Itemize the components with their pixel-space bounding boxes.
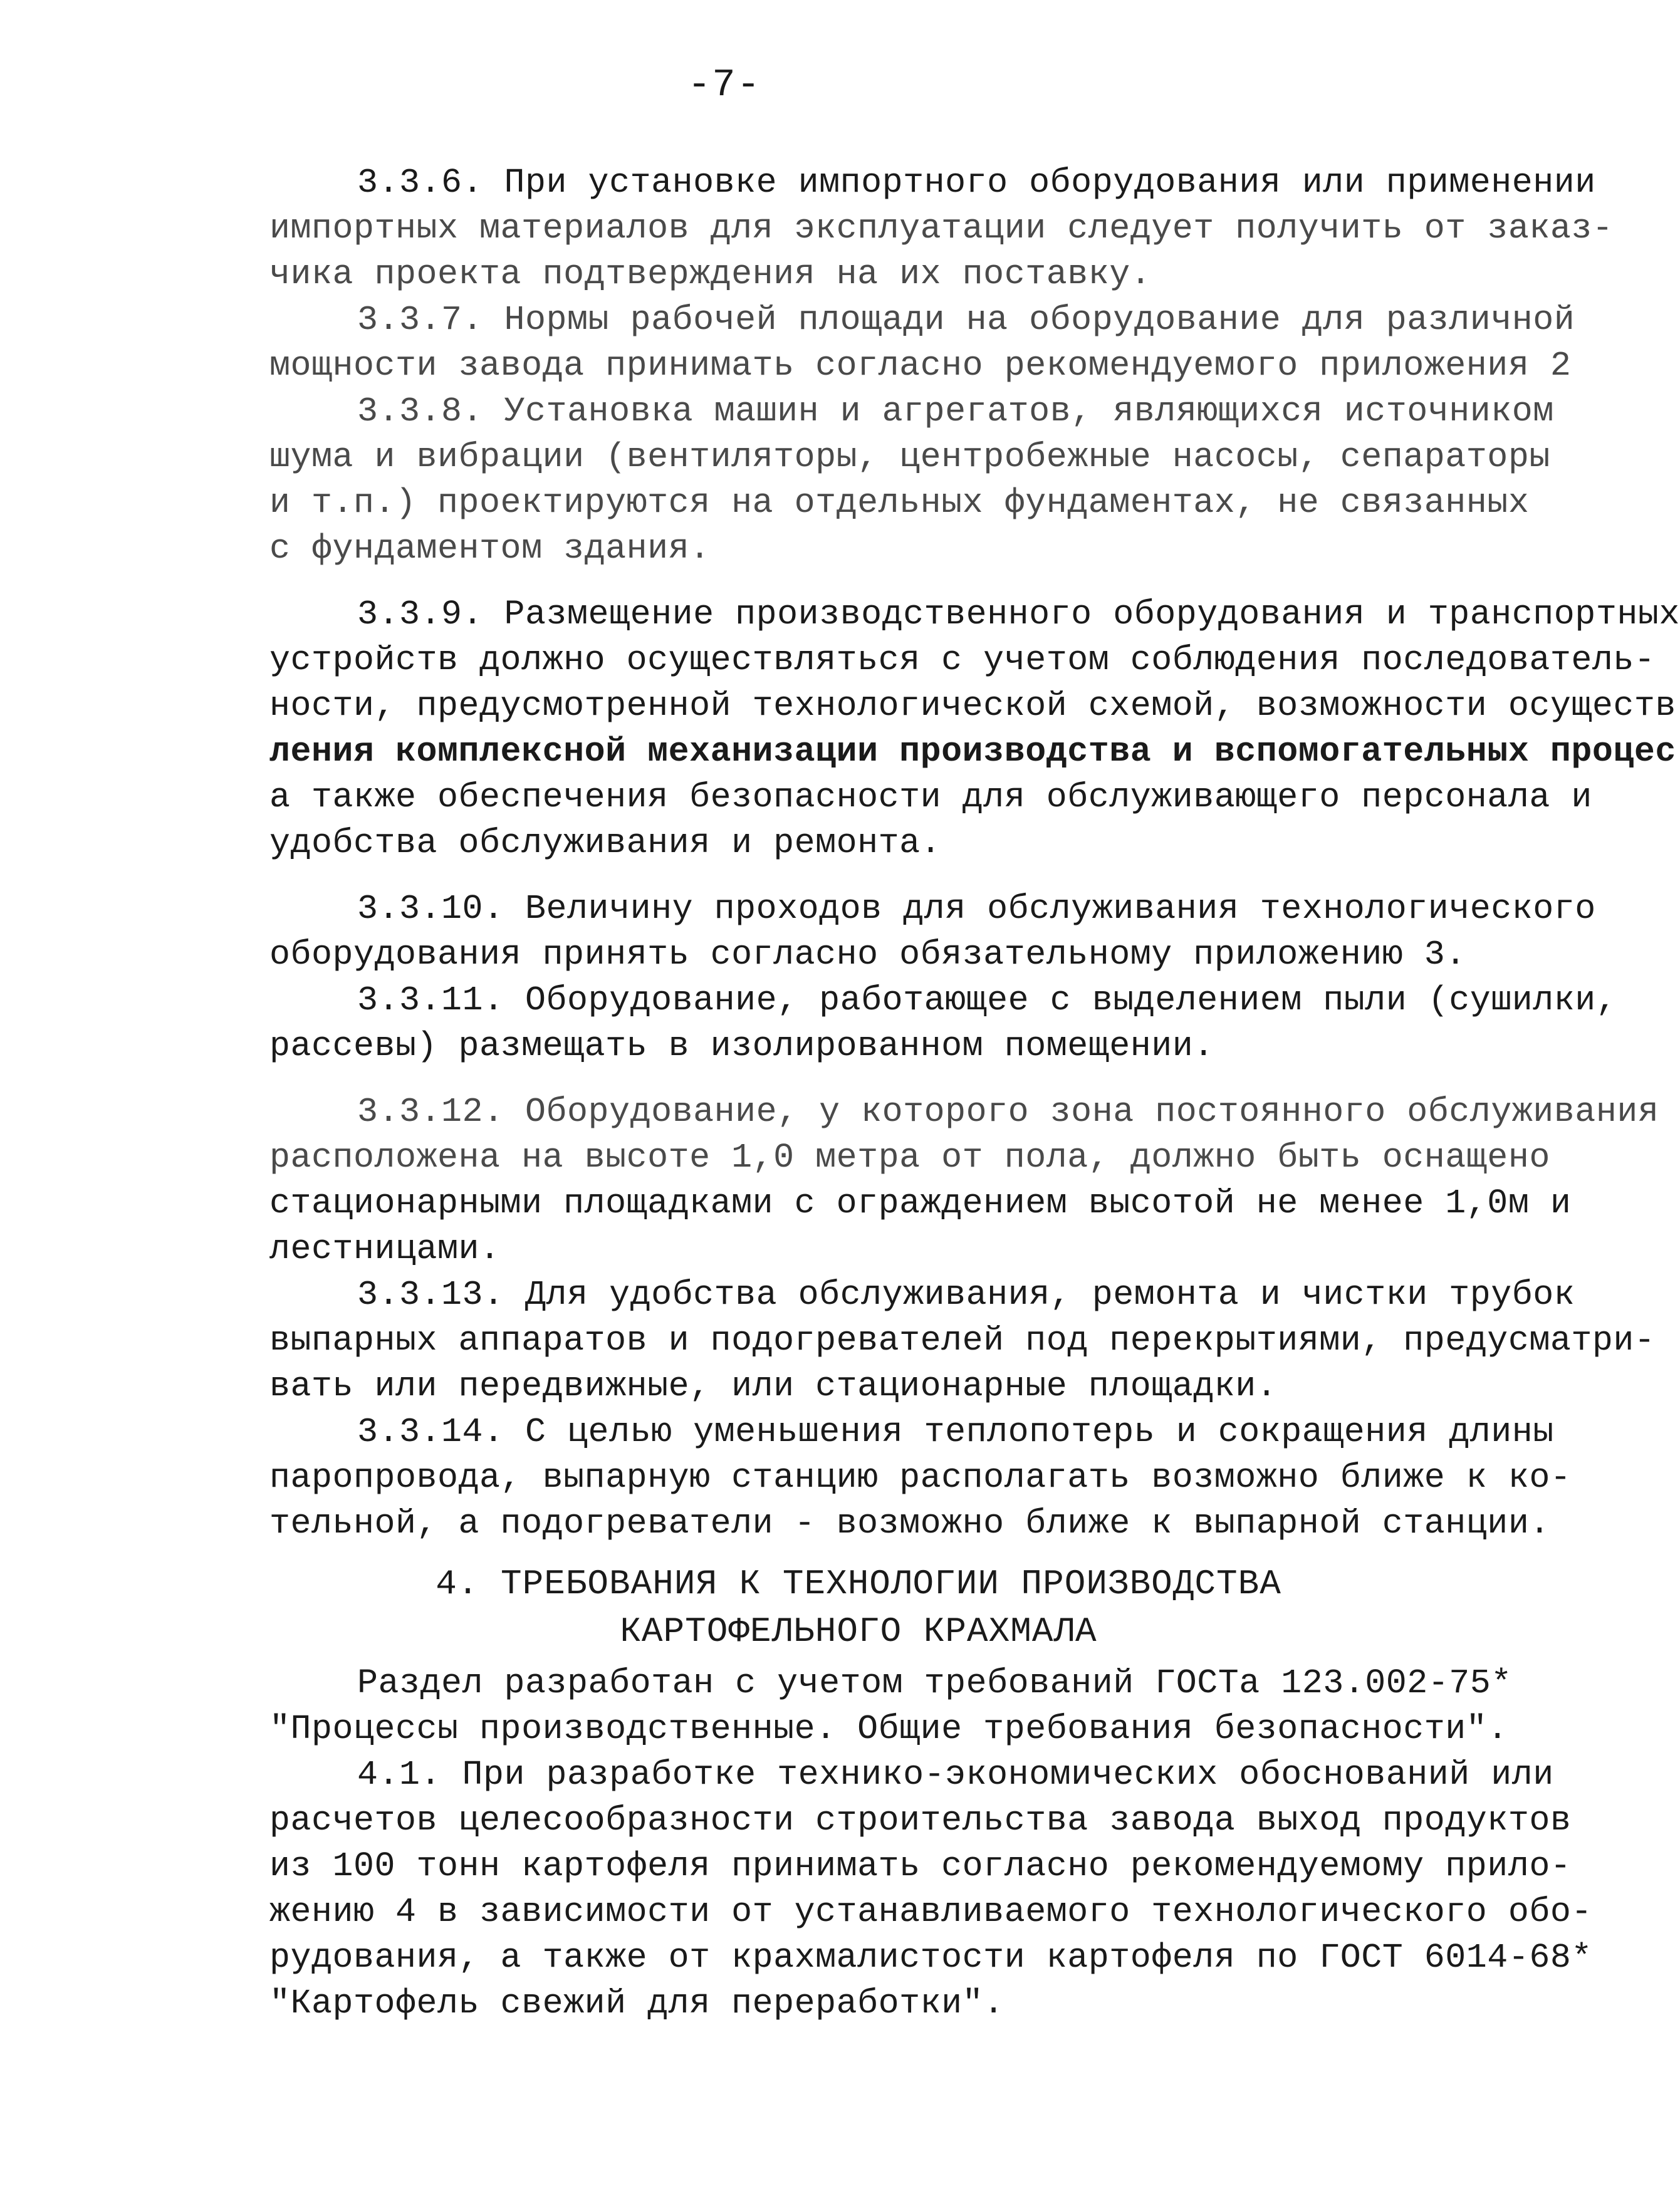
paragraph-3-3-6-line: 3.3.6. При установке импортного оборудования или применении — [357, 163, 1596, 202]
paragraph-4-1-line: рудования, а также от крахмалистости картофеля по ГОСТ 6014-68* — [269, 1938, 1592, 1977]
paragraph-3-3-9-line: ления комплексной механизации производства и вспомогательных процес — [269, 732, 1676, 771]
section-intro-line: "Процессы производственные. Общие требования безопасности". — [269, 1709, 1508, 1749]
paragraph-3-3-9-line: а также обеспечения безопасности для обслуживающего персонала и — [269, 778, 1592, 817]
paragraph-3-3-12-line: 3.3.12. Оборудование, у которого зона постоянного обслуживания — [357, 1092, 1659, 1132]
paragraph-3-3-8-line: шума и вибрации (вентиляторы, центробежные насосы, сепараторы — [269, 437, 1550, 477]
paragraph-3-3-7-line: 3.3.7. Нормы рабочей площади на оборудование для различной — [357, 300, 1575, 340]
paragraph-3-3-9-line: удобства обслуживания и ремонта. — [269, 823, 942, 863]
paragraph-3-3-11-line: рассевы) размещать в изолированном помещении. — [269, 1026, 1214, 1066]
paragraph-4-1-line: из 100 тонн картофеля принимать согласно рекомендуемому прило- — [269, 1846, 1572, 1886]
section-intro-line: Раздел разработан с учетом требований ГОСТа 123.002-75* — [357, 1663, 1512, 1703]
paragraph-4-1-line: "Картофель свежий для переработки". — [269, 1984, 1004, 2023]
paragraph-3-3-10-line: оборудования принять согласно обязательному приложению 3. — [269, 935, 1466, 974]
paragraph-3-3-13-line: выпарных аппаратов и подогревателей под перекрытиями, предусматри- — [269, 1321, 1656, 1360]
paragraph-4-1-line: жению 4 в зависимости от устанавливаемого технологического обо- — [269, 1892, 1592, 1932]
section-heading — [269, 1560, 1523, 1655]
paragraph-3-3-8-line: с фундаментом здания. — [269, 529, 711, 568]
paragraph-3-3-8-line: и т.п.) проектируются на отдельных фундаментах, не связанных — [269, 483, 1530, 523]
paragraph-3-3-7-line: мощности завода принимать согласно рекомендуемого приложения 2 — [269, 346, 1572, 385]
text-block-section-4 — [269, 1660, 1592, 2026]
paragraph-3-3-14-line: 3.3.14. С целью уменьшения теплопотерь и сокращения длины — [357, 1412, 1554, 1452]
paragraph-3-3-13-line: 3.3.13. Для удобства обслуживания, ремонта и чистки трубок — [357, 1275, 1575, 1314]
paragraph-4-1-line: 4.1. При разработке технико-экономических обоснований или — [357, 1755, 1554, 1794]
paragraph-3-3-12-line: расположена на высоте 1,0 метра от пола, должно быть оснащено — [269, 1138, 1550, 1177]
paragraph-3-3-14-line: тельной, а подогреватели - возможно ближе к выпарной станции. — [269, 1504, 1550, 1543]
text-block-section-3 — [269, 160, 1680, 1546]
paragraph-3-3-8-line: 3.3.8. Установка машин и агрегатов, являющихся источником — [357, 392, 1554, 431]
paragraph-3-3-6-line: импортных материалов для эксплуатации следует получить от заказ- — [269, 209, 1614, 248]
paragraph-3-3-6-line: чика проекта подтверждения на их поставку. — [269, 254, 1152, 294]
page-number: -7- — [687, 63, 761, 107]
section-heading-line-2: КАРТОФЕЛЬНОГО КРАХМАЛА — [620, 1611, 1097, 1652]
paragraph-3-3-12-line: стационарными площадками с ограждением высотой не менее 1,0м и — [269, 1184, 1572, 1223]
paragraph-3-3-14-line: паропровода, выпарную станцию располагать возможно ближе к ко- — [269, 1458, 1572, 1497]
paragraph-3-3-9-line: 3.3.9. Размещение производственного оборудования и транспортных — [357, 595, 1680, 634]
section-heading-line-1: 4. ТРЕБОВАНИЯ К ТЕХНОЛОГИИ ПРОИЗВОДСТВА — [436, 1564, 1281, 1604]
paragraph-3-3-13-line: вать или передвижные, или стационарные площадки. — [269, 1366, 1278, 1406]
paragraph-3-3-9-line: устройств должно осуществляться с учетом соблюдения последователь- — [269, 640, 1656, 680]
paragraph-3-3-12-line: лестницами. — [269, 1229, 501, 1269]
paragraph-4-1-line: расчетов целесообразности строительства завода выход продуктов — [269, 1801, 1572, 1840]
paragraph-3-3-11-line: 3.3.11. Оборудование, работающее с выделением пыли (сушилки, — [357, 981, 1617, 1020]
paragraph-3-3-10-line: 3.3.10. Величину проходов для обслуживания технологического — [357, 889, 1596, 929]
paragraph-3-3-9-line: ности, предусмотренной технологической схемой, возможности осуществ — [269, 686, 1676, 726]
